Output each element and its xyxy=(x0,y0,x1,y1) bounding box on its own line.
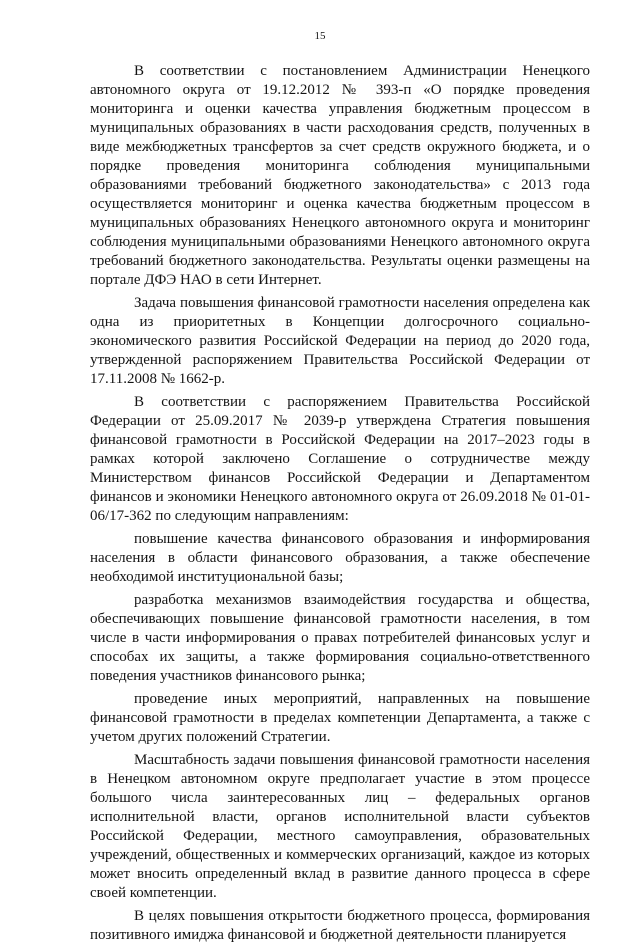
paragraph-financial-literacy-task: Задача повышения финансовой грамотности населения определена как одна из приоритетных в Концепции долгосрочного социально-экономического развития Российской Федерации на период до 2020 года, утвержденной распоряжением Правительства Российской Федерации от 17.11.2008 № 1662-р. xyxy=(90,295,590,387)
paragraph-direction-other-measures: проведение иных мероприятий, направленных на повышение финансовой грамотности в пределах компетенции Департамента, а также с учетом других положений Стратегии. xyxy=(90,691,590,745)
paragraph-strategy-agreement: В соответствии с распоряжением Правительства Российской Федерации от 25.09.2017 № 2039-р утверждена Стратегия повышения финансовой грамотности в Российской Федерации на 2017–2023 годы в рамках которой заключено Соглашение о сотрудничестве между Министерством финансов Российской Федерации и Департаментом финансов и экономики Ненецкого автономного округа от 26.09.2018 № 01-01-06/17-362 по следующим направлениям: xyxy=(90,394,590,524)
paragraph-monitoring: В соответствии с постановлением Администрации Ненецкого автономного округа от 19.12.2012 № 393-п «О порядке проведения мониторинга и оценки качества управления бюджетным процессом в муниципальных образованиях в части расходования средств, полученных в виде межбюджетных трансфертов за счет средств окружного бюджета, и о порядке проведения мониторинга соблюдения муниципальными образованиями требований бюджетного законодательства» с 2013 года осуществляется мониторинг и оценка качества бюджетным процессом в муниципальных образованиях Ненецкого автономного округа и мониторинг соблюдения муниципальными образованиями Ненецкого автономного округа требований бюджетного законодательства. Результаты оценки размещены на портале ДФЭ НАО в сети Интернет. xyxy=(90,63,590,288)
paragraph-scale-of-task: Масштабность задачи повышения финансовой грамотности населения в Ненецком автономном округе предполагает участие в этом процессе большого числа заинтересованных лиц – федеральных органов исполнительной власти, органов исполнительной власти субъектов Российской Федерации, местного самоуправления, образовательных учреждений, общественных и коммерческих организаций, каждое из которых может вносить определенный вклад в развитие данного процесса в сфере своей компетенции. xyxy=(90,752,590,901)
body-text xyxy=(90,62,590,949)
paragraph-openness: В целях повышения открытости бюджетного процесса, формирования позитивного имиджа финансовой и бюджетной деятельности планируется xyxy=(90,908,590,943)
paragraph-direction-mechanisms: разработка механизмов взаимодействия государства и общества, обеспечивающих повышение финансовой грамотности населения, в том числе в части информирования о правах потребителей финансовых услуг и способах их защиты, а также формирования социально-ответственного поведения участников финансового рынка; xyxy=(90,592,590,684)
paragraph-direction-education: повышение качества финансового образования и информирования населения в области финансового образования, а также обеспечение необходимой институциональной базы; xyxy=(90,531,590,585)
page-number: 15 xyxy=(314,30,326,42)
